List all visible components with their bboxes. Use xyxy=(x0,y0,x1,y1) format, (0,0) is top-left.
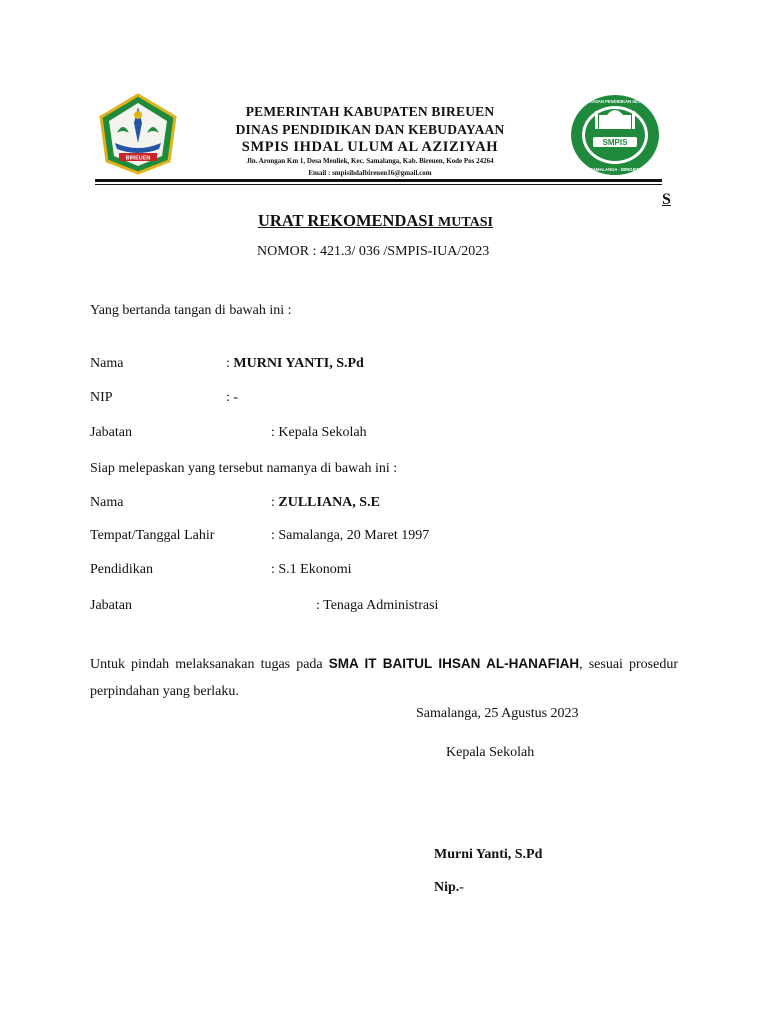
signer-name-separator: : xyxy=(226,356,234,371)
signer-name: MURNI YANTI, S.Pd xyxy=(233,356,364,371)
signer-name-value xyxy=(226,356,364,372)
school-logo-ring-bottom: SAMALANGA - BIREUEN xyxy=(590,167,640,172)
letterhead-address: Jln. Arongan Km 1, Desa Meuliek, Kec. Samalanga, Kab. Bireuen, Kode Pos 24264 xyxy=(246,157,494,165)
signer-name-label: Nama xyxy=(90,356,124,371)
signer-position-label: Jabatan xyxy=(90,425,132,440)
title-initial: S xyxy=(662,191,671,208)
letterhead-divider-thick xyxy=(95,179,662,182)
title-small: MUTASI xyxy=(438,215,493,230)
title-main: URAT REKOMENDASI xyxy=(258,211,438,230)
subject-name-value xyxy=(271,495,380,511)
subject-position-value: : Tenaga Administrasi xyxy=(316,598,439,613)
document-number: NOMOR : 421.3/ 036 /SMPIS-IUA/2023 xyxy=(257,244,490,259)
subject-name-label: Nama xyxy=(90,495,124,510)
letterhead-government: PEMERINTAH KABUPATEN BIREUEN xyxy=(245,104,495,119)
letterhead-email: Email : smpisihdalbireuen16@gmail.com xyxy=(308,169,432,177)
signer-nip-value: : - xyxy=(226,390,239,405)
subject-education-label: Pendidikan xyxy=(90,562,153,577)
subject-position-label: Jabatan xyxy=(90,598,132,613)
signer-position-value: : Kepala Sekolah xyxy=(271,425,367,440)
signature-name: Murni Yanti, S.Pd xyxy=(434,847,543,862)
school-logo-ring-top: YAYASAN PENDIDIKAN ISLAM xyxy=(584,99,646,104)
signer-title: Kepala Sekolah xyxy=(446,745,535,760)
subject-education-value: : S.1 Ekonomi xyxy=(271,562,352,577)
subject-birth-value: : Samalanga, 20 Maret 1997 xyxy=(271,528,430,543)
subject-name: ZULLIANA, S.E xyxy=(278,495,380,510)
destination-school: SMA IT BAITUL IHSAN AL-HANAFIAH xyxy=(328,656,580,671)
school-logo-text: SMPIS xyxy=(602,138,628,147)
transfer-paragraph xyxy=(90,650,678,705)
transfer-text-end: , sesuai prosedur perpindahan yang berlaku. xyxy=(90,657,678,699)
letterhead-divider-thin xyxy=(95,184,662,185)
place-date: Samalanga, 25 Agustus 2023 xyxy=(416,706,579,721)
regency-logo-text: BIREUEN xyxy=(125,155,151,162)
subject-birth-label: Tempat/Tanggal Lahir xyxy=(90,528,215,543)
document-title xyxy=(258,211,493,231)
release-text: Siap melepaskan yang tersebut namanya di bawah ini : xyxy=(90,461,398,476)
letterhead-school: SMPIS IHDAL ULUM AL AZIZIYAH xyxy=(241,139,499,155)
intro-text: Yang bertanda tangan di bawah ini : xyxy=(90,303,292,318)
letterhead-department: DINAS PENDIDIKAN DAN KEBUDAYAAN xyxy=(235,122,505,137)
school-logo xyxy=(569,93,661,177)
signer-nip-label: NIP xyxy=(90,390,113,405)
signature-nip: Nip.- xyxy=(434,880,464,895)
transfer-text-start: Untuk pindah melaksanakan tugas pada xyxy=(90,657,329,672)
subject-name-separator: : xyxy=(271,495,279,510)
regency-logo xyxy=(97,93,179,175)
